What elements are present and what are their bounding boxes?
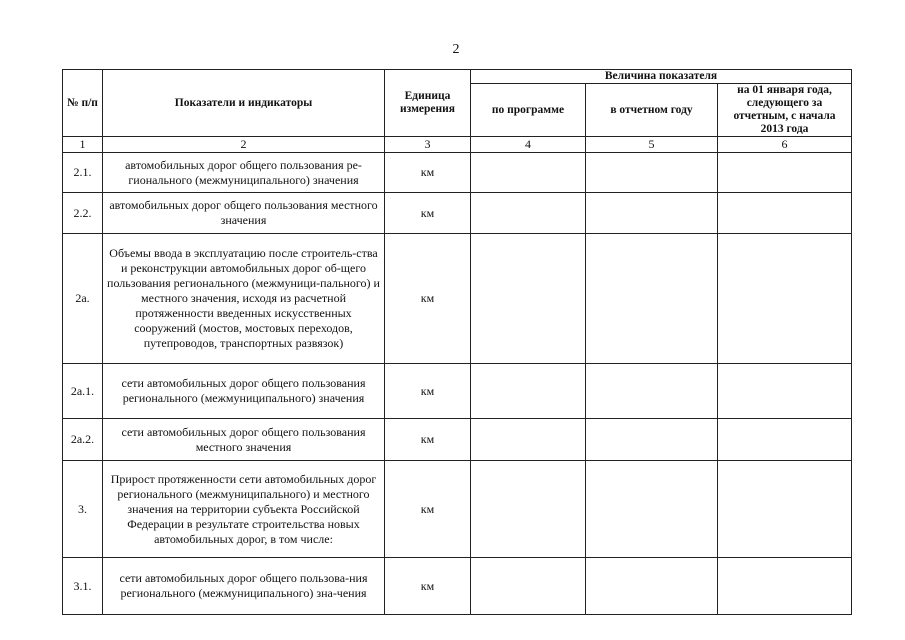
row-reporting-year-value bbox=[586, 193, 718, 234]
table-row bbox=[63, 461, 852, 558]
row-number: 2.2. bbox=[63, 193, 103, 234]
row-unit: км bbox=[385, 234, 471, 364]
row-unit: км bbox=[385, 558, 471, 615]
row-program-value bbox=[471, 153, 586, 193]
table-row bbox=[63, 234, 852, 364]
column-number: 3 bbox=[385, 137, 471, 153]
row-unit: км bbox=[385, 364, 471, 419]
row-as-of-value bbox=[718, 364, 852, 419]
column-number: 4 bbox=[471, 137, 586, 153]
row-name: автомобильных дорог общего пользования местного значения bbox=[103, 193, 385, 234]
table-row bbox=[63, 193, 852, 234]
row-number: 2а.1. bbox=[63, 364, 103, 419]
row-program-value bbox=[471, 419, 586, 461]
header-value-group: Величина показателя bbox=[471, 70, 852, 84]
row-program-value bbox=[471, 364, 586, 419]
row-reporting-year-value bbox=[586, 558, 718, 615]
row-number: 2а. bbox=[63, 234, 103, 364]
row-as-of-value bbox=[718, 461, 852, 558]
row-as-of-value bbox=[718, 419, 852, 461]
column-number: 2 bbox=[103, 137, 385, 153]
row-reporting-year-value bbox=[586, 153, 718, 193]
row-as-of-value bbox=[718, 558, 852, 615]
row-as-of-value bbox=[718, 234, 852, 364]
row-name: Объемы ввода в эксплуатацию после строитель-ства и реконструкции автомобильных дорог об-щего пользования регионального (межмуници-пального) и местного значения, исходя из расчетной протяженности введенных искусственных сооружений (мостов, мостовых переходов, путепроводов, транспортных развязок) bbox=[103, 234, 385, 364]
row-as-of-value bbox=[718, 193, 852, 234]
column-numbers-row bbox=[63, 137, 852, 153]
row-name: сети автомобильных дорог общего пользова-ния регионального (межмуниципального) зна-чения bbox=[103, 558, 385, 615]
row-unit: км bbox=[385, 153, 471, 193]
row-number: 3. bbox=[63, 461, 103, 558]
table-row bbox=[63, 153, 852, 193]
row-name: сети автомобильных дорог общего пользования местного значения bbox=[103, 419, 385, 461]
header-program: по программе bbox=[471, 84, 586, 137]
row-reporting-year-value bbox=[586, 461, 718, 558]
row-name: автомобильных дорог общего пользования ре-гионального (межмуниципального) значения bbox=[103, 153, 385, 193]
column-number: 1 bbox=[63, 137, 103, 153]
column-number: 5 bbox=[586, 137, 718, 153]
page-number: 2 bbox=[452, 42, 460, 57]
column-number: 6 bbox=[718, 137, 852, 153]
header-reporting-year: в отчетном году bbox=[586, 84, 718, 137]
row-unit: км bbox=[385, 419, 471, 461]
header-indicators: Показатели и индикаторы bbox=[103, 70, 385, 137]
header-num: № п/п bbox=[63, 70, 103, 137]
row-program-value bbox=[471, 234, 586, 364]
row-number: 3.1. bbox=[63, 558, 103, 615]
row-program-value bbox=[471, 193, 586, 234]
header-unit: Единица измерения bbox=[385, 70, 471, 137]
table-row bbox=[63, 419, 852, 461]
indicators-table bbox=[62, 69, 852, 615]
header-as-of: на 01 января года, следующего за отчетным, с начала 2013 года bbox=[718, 84, 852, 137]
row-program-value bbox=[471, 558, 586, 615]
row-unit: км bbox=[385, 193, 471, 234]
row-number: 2а.2. bbox=[63, 419, 103, 461]
row-name: Прирост протяженности сети автомобильных дорог регионального (межмуниципального) и местного значения на территории субъекта Российской Федерации в результате строительства новых автомобильных дорог, в том числе: bbox=[103, 461, 385, 558]
row-reporting-year-value bbox=[586, 234, 718, 364]
row-reporting-year-value bbox=[586, 419, 718, 461]
row-unit: км bbox=[385, 461, 471, 558]
row-name: сети автомобильных дорог общего пользования регионального (межмуниципального) значения bbox=[103, 364, 385, 419]
row-number: 2.1. bbox=[63, 153, 103, 193]
row-as-of-value bbox=[718, 153, 852, 193]
row-program-value bbox=[471, 461, 586, 558]
row-reporting-year-value bbox=[586, 364, 718, 419]
table-row bbox=[63, 558, 852, 615]
table-row bbox=[63, 364, 852, 419]
